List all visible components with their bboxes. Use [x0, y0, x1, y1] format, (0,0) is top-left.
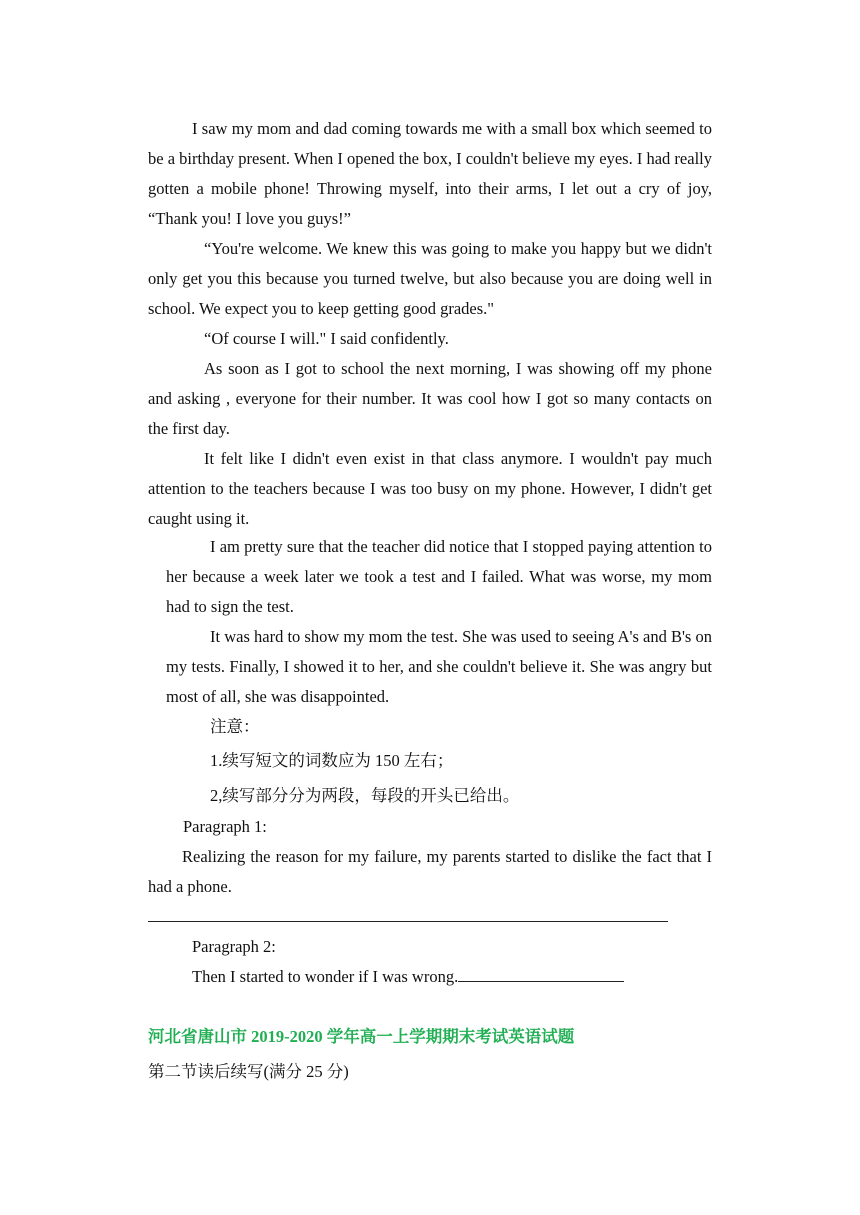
- answer-blank: [458, 963, 624, 982]
- story-paragraph-7: It was hard to show my mom the test. She was used to seeing A's and B's on my tests. Finally, I showed it to her, and she couldn't believe it. She was angry but most of all, she was disappointed.: [166, 627, 712, 706]
- story-paragraph-2: “You're welcome. We knew this was going to make you happy but we didn't only get you this because you turned twelve, but also because you are doing well in school. We expect you to keep getting good grades.": [148, 239, 712, 318]
- paragraph-2-label: Paragraph 2:: [192, 937, 276, 956]
- exam-title: 河北省唐山市 2019-2020 学年高一上学期期末考试英语试题: [148, 1027, 575, 1046]
- answer-line-1: [148, 921, 668, 922]
- story-paragraph-4: As soon as I got to school the next morning, I was showing off my phone and asking , everyone for their number. It was cool how I got so many contacts on the first day.: [148, 359, 712, 438]
- story-paragraph-1: I saw my mom and dad coming towards me with a small box which seemed to be a birthday present. When I opened the box, I couldn't believe my eyes. I had really gotten a mobile phone! Throwing myself, into their arms, I let out a cry of joy, “Thank you! I love you guys!”: [148, 119, 712, 228]
- story-paragraph-5: It felt like I didn't even exist in that class anymore. I wouldn't pay much attention to the teachers because I was too busy on my phone. However, I didn't get caught using it.: [148, 449, 712, 528]
- paragraph-1-start-block: [148, 842, 712, 902]
- story-paragraph-3: “Of course I will." I said confidently.: [204, 329, 449, 348]
- notes-item-2: 2,续写部分分为两段，每段的开头已给出。: [210, 786, 520, 805]
- story-block: [148, 114, 712, 534]
- paragraph-2-start-line: [192, 962, 624, 992]
- story-block-indented: [166, 532, 712, 712]
- notes-heading: 注意：: [210, 717, 260, 736]
- notes-item-1: 1.续写短文的词数应为 150 左右；: [210, 751, 454, 770]
- paragraph-1-start: Realizing the reason for my failure, my parents started to dislike the fact that I had a phone.: [148, 847, 712, 896]
- paragraph-2-start: Then I started to wonder if I was wrong.: [192, 967, 459, 986]
- section-title: 第二节读后续写(满分 25 分): [148, 1062, 349, 1081]
- paragraph-1-label: Paragraph 1:: [183, 817, 267, 836]
- story-paragraph-6: I am pretty sure that the teacher did notice that I stopped paying attention to her because a week later we took a test and I failed. What was worse, my mom had to sign the test.: [166, 537, 712, 616]
